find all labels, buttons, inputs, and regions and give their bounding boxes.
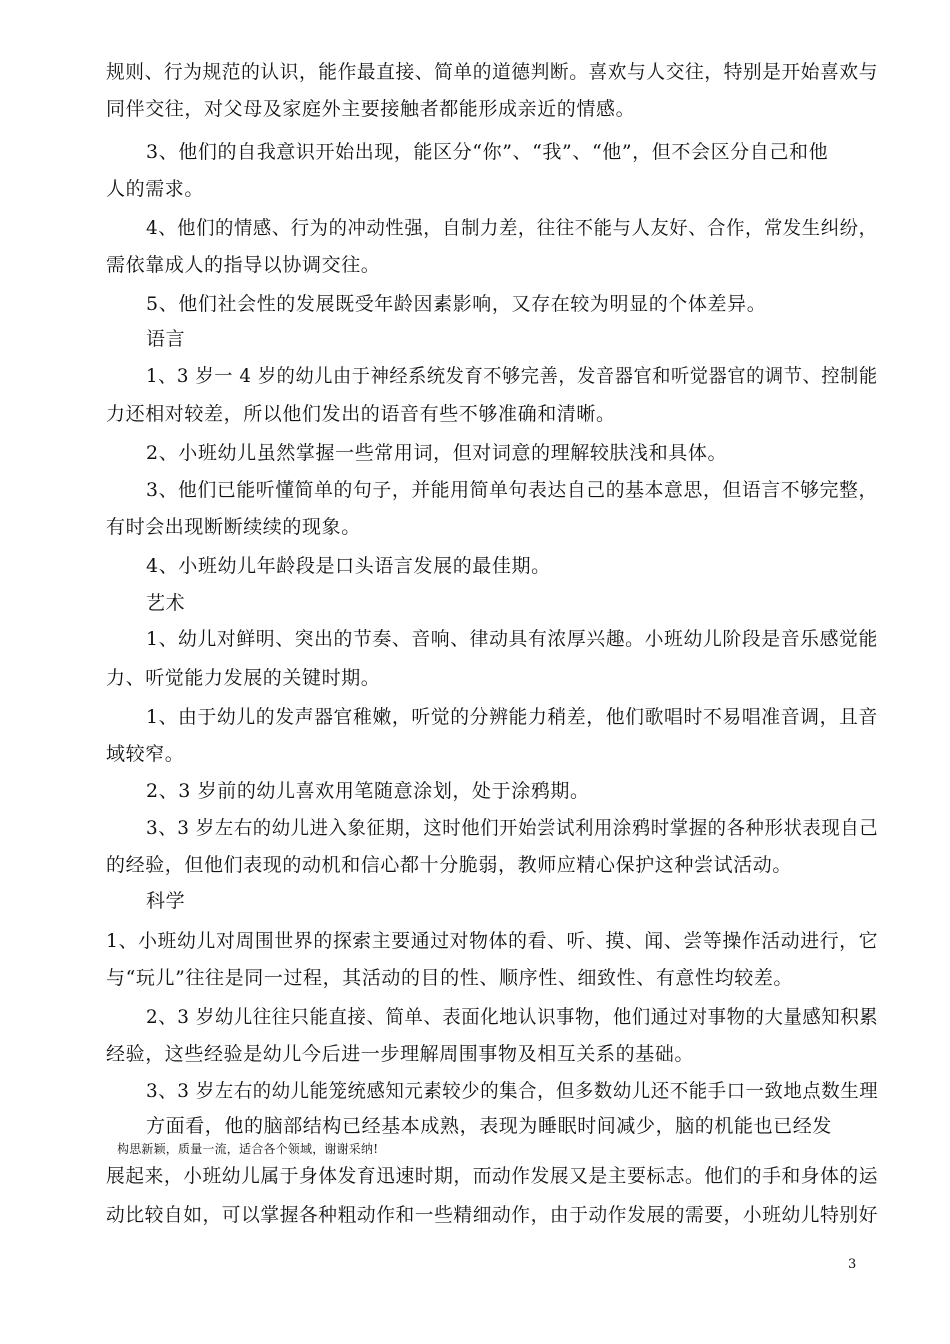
text-line: 与“玩儿”往往是同一过程，其活动的目的性、顺序性、细致性、有意性均较差。 <box>106 967 794 989</box>
text-line: 4、小班幼儿年龄段是口头语言发展的最佳期。 <box>146 555 551 577</box>
text-line: 有时会出现断断续续的现象。 <box>106 516 361 538</box>
text-line: 力还相对较差，所以他们发出的语音有些不够准确和清晰。 <box>106 403 616 425</box>
text-line: 5、他们社会性的发展既受年龄因素影响，又存在较为明显的个体差异。 <box>146 293 767 315</box>
text-line: 2、小班幼儿虽然掌握一些常用词，但对词意的理解较肤浅和具体。 <box>146 442 728 464</box>
text-line: 1、3 岁一 4 岁的幼儿由于神经系统发育不够完善，发音器官和听觉器官的调节、控制能 <box>146 365 878 387</box>
footer-note: 构思新颖，质量一流，适合各个领域，谢谢采纳! <box>117 1142 379 1156</box>
text-line: 2、3 岁幼儿往往只能直接、简单、表面化地认识事物，他们通过对事物的大量感知积累 <box>146 1006 879 1028</box>
text-line: 3、他们的自我意识开始出现，能区分“你”、“我”、“他”，但不会区分自己和他 <box>146 141 829 163</box>
text-line: 域较窄。 <box>106 743 185 765</box>
text-line: 1、由于幼儿的发声器官稚嫩，听觉的分辨能力稍差，他们歌唱时不易唱准音调，且音 <box>146 706 878 728</box>
section-heading-science: 科学 <box>146 890 186 912</box>
text-line: 经验，这些经验是幼儿今后进一步理解周围事物及相互关系的基础。 <box>106 1043 695 1065</box>
text-line: 力、听觉能力发展的关键时期。 <box>106 667 381 689</box>
text-line: 同伴交往，对父母及家庭外主要接触者都能形成亲近的情感。 <box>106 98 636 120</box>
text-line: 3、他们已能听懂简单的句子，并能用简单句表达自己的基本意思，但语言不够完整， <box>146 479 878 501</box>
text-line: 2、3 岁前的幼儿喜欢用笔随意涂划，处于涂鸦期。 <box>146 780 590 802</box>
text-line: 的经验，但他们表现的动机和信心都十分脆弱，教师应精心保护这种尝试活动。 <box>106 854 793 876</box>
text-line: 1、幼儿对鲜明、突出的节奏、音响、律动具有浓厚兴趣。小班幼儿阶段是音乐感觉能 <box>146 628 878 650</box>
text-line: 1、小班幼儿对周围世界的探索主要通过对物体的看、听、摸、闻、尝等操作活动进行，它 <box>106 930 879 952</box>
section-heading-art: 艺术 <box>146 592 186 614</box>
page-number: 3 <box>848 1257 857 1272</box>
text-line: 人的需求。 <box>106 178 205 200</box>
section-heading-language: 语言 <box>146 328 186 350</box>
text-line: 方面看，他的脑部结构已经基本成熟，表现为睡眠时间减少，脑的机能也已经发 <box>146 1115 833 1137</box>
text-line: 规则、行为规范的认识，能作最直接、简单的道德判断。喜欢与人交往，特别是开始喜欢与 <box>106 61 879 83</box>
text-line: 4、他们的情感、行为的冲动性强，自制力差，往往不能与人友好、合作，常发生纠纷， <box>146 217 878 239</box>
text-line: 动比较自如，可以掌握各种粗动作和一些精细动作，由于动作发展的需要，小班幼儿特别好 <box>106 1204 879 1226</box>
text-line: 需依靠成人的指导以协调交往。 <box>106 254 381 276</box>
text-line: 3、3 岁左右的幼儿能笼统感知元素较少的集合，但多数幼儿还不能手口一致地点数生理 <box>146 1080 879 1102</box>
text-line: 3、3 岁左右的幼儿进入象征期，这时他们开始尝试利用涂鸦时掌握的各种形状表现自己 <box>146 817 879 839</box>
text-line: 展起来，小班幼儿属于身体发育迅速时期，而动作发展又是主要标志。他们的手和身体的运 <box>106 1165 879 1187</box>
